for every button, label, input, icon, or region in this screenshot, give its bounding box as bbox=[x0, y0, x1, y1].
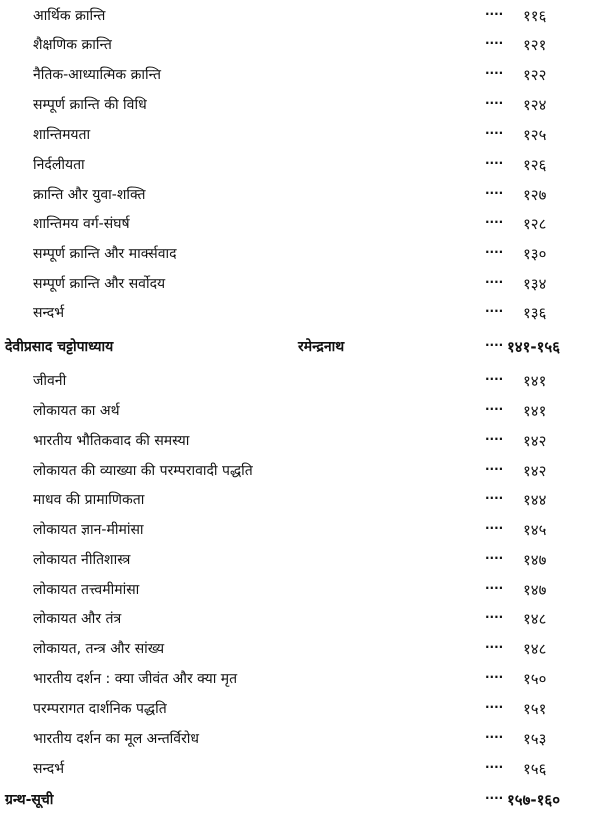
toc-chapter-entry bbox=[0, 334, 600, 360]
toc-entry bbox=[0, 368, 600, 394]
page-number: १४७ bbox=[523, 551, 547, 569]
toc-entry bbox=[0, 62, 600, 88]
toc-entry bbox=[0, 726, 600, 752]
entry-title: सम्पूर्ण क्रान्ति और सर्वोदय bbox=[33, 276, 166, 292]
toc-entry bbox=[0, 666, 600, 692]
leader-dots: ···· bbox=[485, 640, 504, 654]
toc-entry bbox=[0, 182, 600, 208]
page-number: १२६ bbox=[523, 156, 547, 174]
toc-entry bbox=[0, 32, 600, 58]
page-number: १४८ bbox=[523, 610, 547, 628]
toc-entry bbox=[0, 428, 600, 454]
leader-dots: ···· bbox=[485, 156, 504, 170]
page-number: १२२ bbox=[523, 66, 547, 84]
entry-title: लोकायत नीतिशास्त्र bbox=[33, 552, 131, 568]
toc-entry bbox=[0, 696, 600, 722]
entry-title: भारतीय दर्शन : क्या जीवंत और क्या मृत bbox=[33, 671, 238, 687]
page-number: १५१ bbox=[523, 700, 547, 718]
bibliography-title: ग्रन्थ-सूची bbox=[5, 792, 54, 808]
page-range: १४१-१५६ bbox=[507, 338, 561, 356]
leader-dots: ···· bbox=[485, 491, 504, 505]
leader-dots: ···· bbox=[485, 275, 504, 289]
toc-entry bbox=[0, 122, 600, 148]
page-number: १२५ bbox=[523, 126, 547, 144]
page-number: १४७ bbox=[523, 581, 547, 599]
entry-title: परम्परागत दार्शनिक पद्धति bbox=[33, 701, 167, 717]
entry-title: लोकायत, तन्त्र और सांख्य bbox=[33, 641, 165, 657]
page-number: १४१ bbox=[523, 402, 547, 420]
entry-title: क्रान्ति और युवा-शक्ति bbox=[33, 187, 146, 203]
toc-entry bbox=[0, 152, 600, 178]
toc-entry bbox=[0, 517, 600, 543]
entry-title: सन्दर्भ bbox=[33, 305, 65, 321]
page-number: १२१ bbox=[523, 36, 547, 54]
toc-entry bbox=[0, 398, 600, 424]
entry-title: लोकायत की व्याख्या की परम्परावादी पद्धति bbox=[33, 463, 253, 479]
toc-entry bbox=[0, 92, 600, 118]
page-number: १४५ bbox=[523, 521, 547, 539]
toc-entry bbox=[0, 300, 600, 326]
toc-entry bbox=[0, 577, 600, 603]
entry-title: शैक्षणिक क्रान्ति bbox=[33, 37, 112, 53]
leader-dots: ···· bbox=[485, 670, 504, 684]
leader-dots: ···· bbox=[485, 186, 504, 200]
toc-entry bbox=[0, 241, 600, 267]
entry-title: भारतीय दर्शन का मूल अन्तर्विरोध bbox=[33, 731, 200, 747]
toc-entry bbox=[0, 458, 600, 484]
page-number: १४२ bbox=[523, 432, 547, 450]
entry-title: लोकायत तत्त्वमीमांसा bbox=[33, 582, 140, 598]
entry-title: माधव की प्रामाणिकता bbox=[33, 492, 145, 508]
page-range: १५७-१६० bbox=[507, 791, 561, 809]
page-number: १३० bbox=[523, 245, 547, 263]
leader-dots: ···· bbox=[485, 791, 504, 805]
page-number: १३४ bbox=[523, 275, 547, 293]
page-number: १२७ bbox=[523, 186, 547, 204]
page-number: १४८ bbox=[523, 640, 547, 658]
entry-title: लोकायत ज्ञान-मीमांसा bbox=[33, 522, 144, 538]
toc-entry bbox=[0, 3, 600, 29]
leader-dots: ···· bbox=[485, 581, 504, 595]
page-number: ११६ bbox=[523, 7, 547, 25]
leader-dots: ···· bbox=[485, 66, 504, 80]
leader-dots: ···· bbox=[485, 215, 504, 229]
toc-entry bbox=[0, 271, 600, 297]
page-number: १४२ bbox=[523, 462, 547, 480]
entry-title: सम्पूर्ण क्रान्ति और मार्क्सवाद bbox=[33, 246, 177, 262]
leader-dots: ···· bbox=[485, 338, 504, 352]
page-number: १३६ bbox=[523, 304, 547, 322]
leader-dots: ···· bbox=[485, 551, 504, 565]
page-number: १२४ bbox=[523, 96, 547, 114]
page-number: १५० bbox=[523, 670, 547, 688]
page-number: १४१ bbox=[523, 372, 547, 390]
entry-title: आर्थिक क्रान्ति bbox=[33, 8, 106, 24]
leader-dots: ···· bbox=[485, 730, 504, 744]
leader-dots: ···· bbox=[485, 760, 504, 774]
leader-dots: ···· bbox=[485, 36, 504, 50]
leader-dots: ···· bbox=[485, 462, 504, 476]
leader-dots: ···· bbox=[485, 432, 504, 446]
entry-title: जीवनी bbox=[33, 373, 67, 389]
leader-dots: ···· bbox=[485, 372, 504, 386]
entry-title: लोकायत का अर्थ bbox=[33, 403, 120, 419]
entry-title: नैतिक-आध्यात्मिक क्रान्ति bbox=[33, 67, 161, 83]
toc-entry bbox=[0, 606, 600, 632]
leader-dots: ···· bbox=[485, 610, 504, 624]
entry-title: निर्दलीयता bbox=[33, 157, 85, 173]
toc-entry bbox=[0, 487, 600, 513]
toc-entry bbox=[0, 211, 600, 237]
chapter-title: देवीप्रसाद चट्टोपाध्याय bbox=[5, 339, 114, 355]
leader-dots: ···· bbox=[485, 521, 504, 535]
page-number: १४४ bbox=[523, 491, 547, 509]
entry-title: भारतीय भौतिकवाद की समस्या bbox=[33, 433, 190, 449]
chapter-author: रमेन्द्रनाथ bbox=[298, 339, 345, 355]
leader-dots: ···· bbox=[485, 700, 504, 714]
leader-dots: ···· bbox=[485, 96, 504, 110]
page-number: १५६ bbox=[523, 760, 547, 778]
toc-entry bbox=[0, 636, 600, 662]
entry-title: शान्तिमयता bbox=[33, 127, 91, 143]
entry-title: शान्तिमय वर्ग-संघर्ष bbox=[33, 216, 130, 232]
leader-dots: ···· bbox=[485, 126, 504, 140]
page-number: १५३ bbox=[523, 730, 547, 748]
leader-dots: ···· bbox=[485, 402, 504, 416]
leader-dots: ···· bbox=[485, 245, 504, 259]
toc-chapter-entry bbox=[0, 787, 600, 813]
toc-entry bbox=[0, 547, 600, 573]
toc-entry bbox=[0, 756, 600, 782]
page-number: १२८ bbox=[523, 215, 547, 233]
entry-title: लोकायत और तंत्र bbox=[33, 611, 122, 627]
entry-title: सन्दर्भ bbox=[33, 761, 65, 777]
leader-dots: ···· bbox=[485, 7, 504, 21]
entry-title: सम्पूर्ण क्रान्ति की विधि bbox=[33, 97, 147, 113]
leader-dots: ···· bbox=[485, 304, 504, 318]
